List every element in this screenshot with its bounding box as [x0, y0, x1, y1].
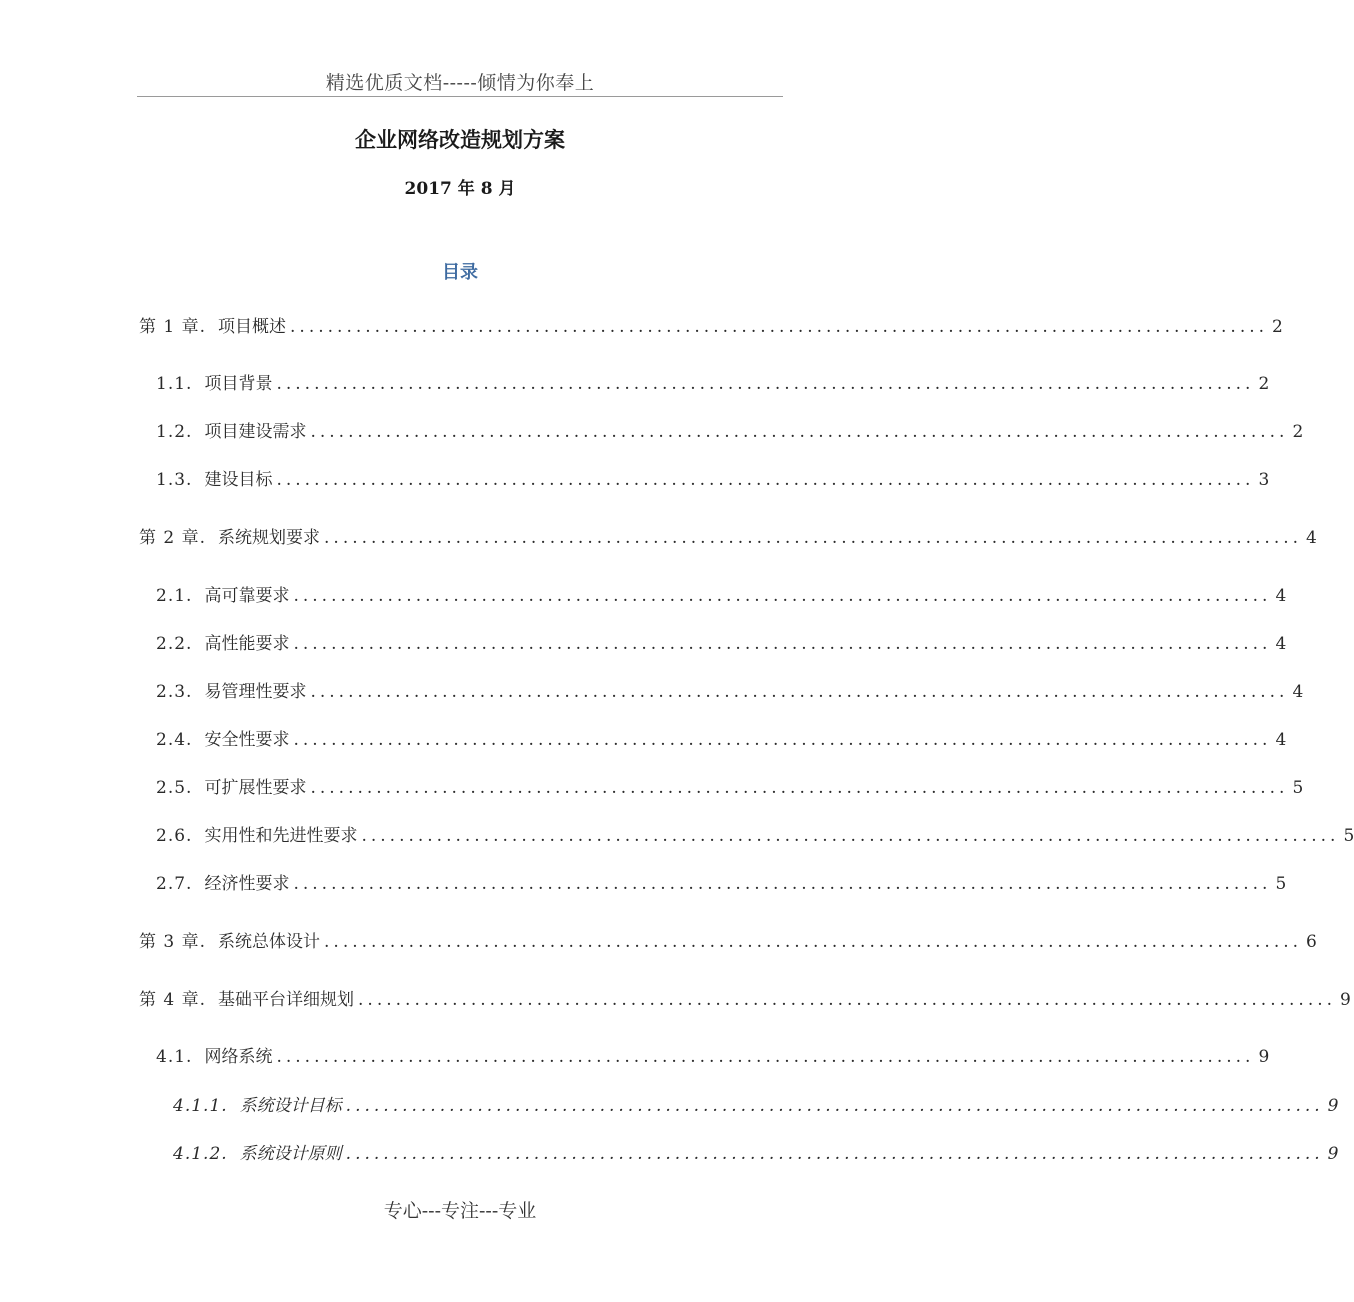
toc-entry-text: 系统设计原则	[239, 1144, 342, 1164]
toc-leader-dots: ........................................................................................................	[276, 1047, 1255, 1067]
toc-leader-dots: ........................................................................................................	[293, 586, 1272, 606]
toc-entry-page: 6	[1306, 932, 1317, 952]
document-date: 2017 年 8 月	[404, 179, 516, 199]
toc-entry-number: 第 2 章.	[139, 528, 207, 548]
toc-entry-text: 系统总体设计	[218, 932, 321, 952]
toc-entry-number: 第 3 章.	[139, 932, 207, 952]
toc-entry-4-1-2[interactable]	[173, 1142, 1339, 1166]
toc-leader-dots: ........................................................................................................	[358, 990, 1337, 1010]
toc-entry-page: 5	[1343, 826, 1354, 846]
toc-entry-2-3[interactable]	[156, 680, 1304, 704]
toc-entry-text: 建设目标	[204, 470, 273, 490]
toc-entry-text: 高性能要求	[204, 634, 290, 654]
toc-leader-dots: ........................................................................................................	[310, 682, 1289, 702]
toc-entry-2-2[interactable]	[156, 632, 1287, 656]
page-header: 精选优质文档-----倾情为你奉上	[325, 72, 595, 94]
toc-entry-page: 4	[1306, 528, 1317, 548]
toc-entry-page: 4	[1275, 730, 1287, 750]
toc-entry-number: 2.3.	[156, 682, 193, 702]
toc-entry-2-5[interactable]	[156, 776, 1304, 800]
toc-entry-page: 3	[1258, 470, 1270, 490]
toc-entry-page: 5	[1292, 778, 1304, 798]
toc-entry-text: 基础平台详细规划	[218, 990, 355, 1010]
toc-leader-dots: ........................................................................................................	[324, 528, 1303, 548]
toc-entry-1-1[interactable]	[156, 372, 1270, 396]
toc-entry-number: 第 1 章.	[139, 317, 207, 337]
toc-entry-number: 2.1.	[156, 586, 193, 606]
toc-entry-4-1[interactable]	[156, 1045, 1270, 1069]
toc-entry-text: 项目建设需求	[204, 422, 307, 442]
toc-entry-chapter-4[interactable]	[139, 988, 1351, 1012]
toc-leader-dots: ........................................................................................................	[361, 826, 1340, 846]
toc-entry-page: 9	[1327, 1096, 1339, 1116]
toc-entry-text: 可扩展性要求	[204, 778, 307, 798]
toc-leader-dots: ........................................................................................................	[293, 730, 1272, 750]
toc-entry-2-6[interactable]	[156, 824, 1354, 848]
toc-entry-text: 高可靠要求	[204, 586, 290, 606]
toc-leader-dots: ........................................................................................................	[276, 470, 1255, 490]
toc-leader-dots: ........................................................................................................	[293, 634, 1272, 654]
header-divider	[137, 96, 783, 97]
toc-leader-dots: ........................................................................................................	[293, 874, 1272, 894]
toc-heading: 目录	[442, 262, 478, 283]
page-footer: 专心---专注---专业	[383, 1200, 537, 1222]
toc-leader-dots: ........................................................................................................	[310, 778, 1289, 798]
toc-entry-number: 2.2.	[156, 634, 193, 654]
toc-entry-2-4[interactable]	[156, 728, 1287, 752]
toc-entry-text: 易管理性要求	[204, 682, 307, 702]
toc-entry-4-1-1[interactable]	[173, 1094, 1339, 1118]
toc-entry-text: 系统规划要求	[218, 528, 321, 548]
toc-entry-number: 2.7.	[156, 874, 193, 894]
toc-entry-number: 2.6.	[156, 826, 193, 846]
toc-leader-dots: ........................................................................................................	[345, 1096, 1324, 1116]
toc-entry-chapter-1[interactable]	[139, 315, 1283, 339]
toc-entry-page: 2	[1292, 422, 1304, 442]
toc-entry-page: 2	[1258, 374, 1270, 394]
document-title: 企业网络改造规划方案	[355, 128, 565, 152]
toc-entry-number: 2.4.	[156, 730, 193, 750]
toc-entry-page: 9	[1327, 1144, 1339, 1164]
toc-entry-number: 1.1.	[156, 374, 193, 394]
toc-entry-page: 4	[1275, 634, 1287, 654]
toc-entry-number: 1.3.	[156, 470, 193, 490]
toc-leader-dots: ........................................................................................................	[324, 932, 1303, 952]
toc-entry-page: 9	[1258, 1047, 1270, 1067]
toc-entry-chapter-2[interactable]	[139, 526, 1317, 550]
toc-entry-number: 4.1.2.	[173, 1144, 228, 1164]
toc-entry-number: 4.1.	[156, 1047, 193, 1067]
toc-entry-text: 经济性要求	[204, 874, 290, 894]
toc-entry-page: 4	[1292, 682, 1304, 702]
toc-entry-text: 网络系统	[204, 1047, 273, 1067]
toc-entry-number: 第 4 章.	[139, 990, 207, 1010]
toc-leader-dots: ........................................................................................................	[345, 1144, 1324, 1164]
toc-entry-number: 4.1.1.	[173, 1096, 228, 1116]
toc-leader-dots: ........................................................................................................	[276, 374, 1255, 394]
toc-entry-2-1[interactable]	[156, 584, 1287, 608]
toc-entry-page: 4	[1275, 586, 1287, 606]
toc-leader-dots: ........................................................................................................	[290, 317, 1269, 337]
toc-entry-1-2[interactable]	[156, 420, 1304, 444]
toc-entry-page: 5	[1275, 874, 1287, 894]
toc-entry-chapter-3[interactable]	[139, 930, 1317, 954]
toc-entry-text: 系统设计目标	[239, 1096, 342, 1116]
toc-entry-2-7[interactable]	[156, 872, 1287, 896]
toc-entry-text: 项目概述	[218, 317, 287, 337]
toc-entry-1-3[interactable]	[156, 468, 1270, 492]
toc-entry-text: 项目背景	[204, 374, 273, 394]
toc-entry-text: 安全性要求	[204, 730, 290, 750]
toc-entry-text: 实用性和先进性要求	[204, 826, 358, 846]
toc-entry-page: 2	[1272, 317, 1283, 337]
toc-entry-page: 9	[1340, 990, 1351, 1010]
toc-entry-number: 2.5.	[156, 778, 193, 798]
toc-entry-number: 1.2.	[156, 422, 193, 442]
toc-leader-dots: ........................................................................................................	[310, 422, 1289, 442]
